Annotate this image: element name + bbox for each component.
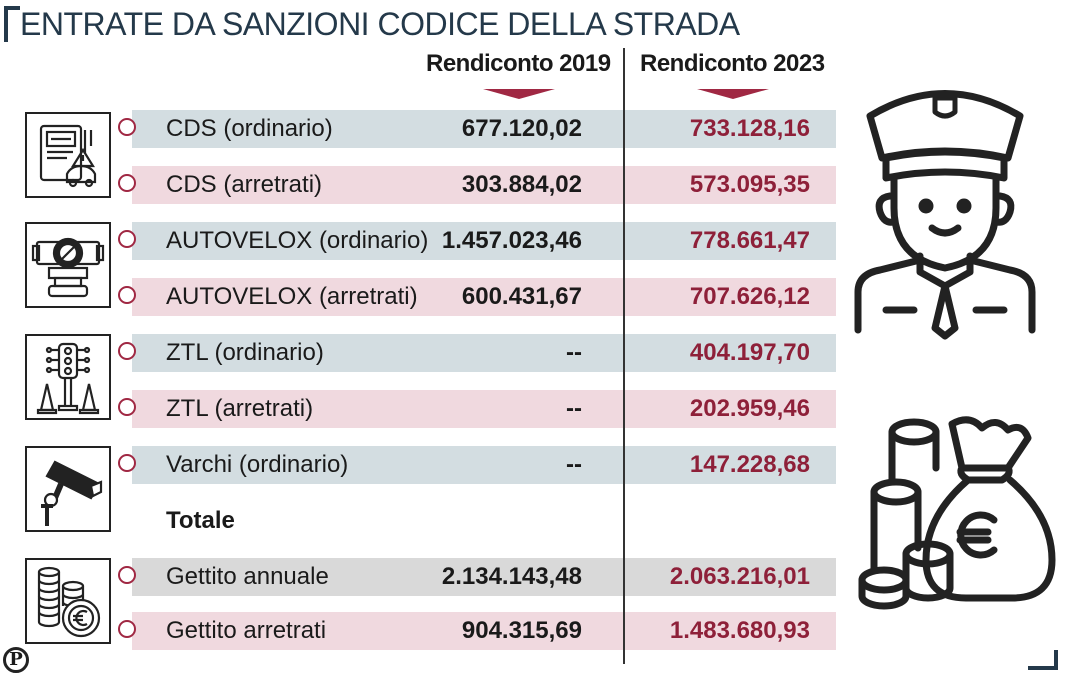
bullet-circle-icon bbox=[118, 398, 136, 416]
table-row bbox=[132, 558, 836, 596]
corner-bracket bbox=[1028, 650, 1058, 670]
value-2023: 707.626,12 bbox=[689, 283, 810, 310]
speed-camera-icon bbox=[25, 222, 111, 308]
value-2019: 600.431,67 bbox=[461, 283, 582, 310]
table-row bbox=[132, 222, 836, 260]
value-2023: 147.228,68 bbox=[689, 451, 810, 478]
bullet-circle-icon bbox=[118, 342, 136, 360]
table-row bbox=[132, 166, 836, 204]
money-bag-icon bbox=[852, 410, 1056, 615]
publisher-logo-icon: P bbox=[3, 647, 29, 673]
bullet-circle-icon bbox=[118, 174, 136, 192]
traffic-code-icon bbox=[25, 112, 111, 198]
value-2023: 778.661,47 bbox=[689, 227, 810, 254]
value-2023: 202.959,46 bbox=[689, 395, 810, 422]
row-label: ZTL (ordinario) bbox=[166, 339, 324, 366]
row-label: AUTOVELOX (ordinario) bbox=[166, 227, 429, 254]
value-2019: 904.315,69 bbox=[461, 617, 582, 644]
bullet-circle-icon bbox=[118, 454, 136, 472]
title-bracket bbox=[4, 6, 20, 42]
table-row bbox=[132, 390, 836, 428]
bullet-circle-icon bbox=[118, 286, 136, 304]
value-2023: 1.483.680,93 bbox=[669, 617, 810, 644]
table-row bbox=[132, 110, 836, 148]
value-2019: 677.120,02 bbox=[461, 115, 582, 142]
bullet-circle-icon bbox=[118, 620, 136, 638]
bullet-circle-icon bbox=[118, 566, 136, 584]
value-2019: 303.884,02 bbox=[461, 171, 582, 198]
row-label: Varchi (ordinario) bbox=[166, 451, 349, 478]
row-label: ZTL (arretrati) bbox=[166, 395, 314, 422]
column-header-2023: Rendiconto 2023 bbox=[640, 50, 825, 77]
surveillance-camera-icon bbox=[25, 446, 111, 532]
table-row bbox=[132, 612, 836, 650]
value-2023: 733.128,16 bbox=[689, 115, 810, 142]
totals-heading: Totale bbox=[166, 507, 235, 534]
row-label: CDS (ordinario) bbox=[166, 115, 333, 142]
table-row bbox=[132, 446, 836, 484]
arrow-down-icon bbox=[483, 89, 555, 99]
bullet-circle-icon bbox=[118, 118, 136, 136]
chart-title: ENTRATE DA SANZIONI CODICE DELLA STRADA bbox=[20, 6, 740, 42]
traffic-light-icon bbox=[25, 334, 111, 420]
totals-heading-row bbox=[132, 502, 836, 540]
value-2019: 1.457.023,46 bbox=[441, 227, 582, 254]
table-row bbox=[132, 278, 836, 316]
arrow-down-icon bbox=[697, 89, 769, 99]
coins-euro-icon bbox=[25, 558, 111, 644]
row-label: CDS (arretrati) bbox=[166, 171, 323, 198]
column-header-2019: Rendiconto 2019 bbox=[426, 50, 611, 77]
value-2023: 2.063.216,01 bbox=[669, 563, 810, 590]
value-2019: 2.134.143,48 bbox=[441, 563, 582, 590]
value-2023: 573.095,35 bbox=[689, 171, 810, 198]
value-2019: -- bbox=[566, 395, 582, 422]
column-divider bbox=[623, 48, 625, 664]
row-label: Gettito annuale bbox=[166, 563, 329, 590]
police-officer-icon bbox=[850, 78, 1040, 345]
value-2023: 404.197,70 bbox=[689, 339, 810, 366]
value-2019: -- bbox=[566, 451, 582, 478]
table-row bbox=[132, 334, 836, 372]
row-label: AUTOVELOX (arretrati) bbox=[166, 283, 418, 310]
bullet-circle-icon bbox=[118, 230, 136, 248]
value-2019: -- bbox=[566, 339, 582, 366]
row-label: Gettito arretrati bbox=[166, 617, 327, 644]
